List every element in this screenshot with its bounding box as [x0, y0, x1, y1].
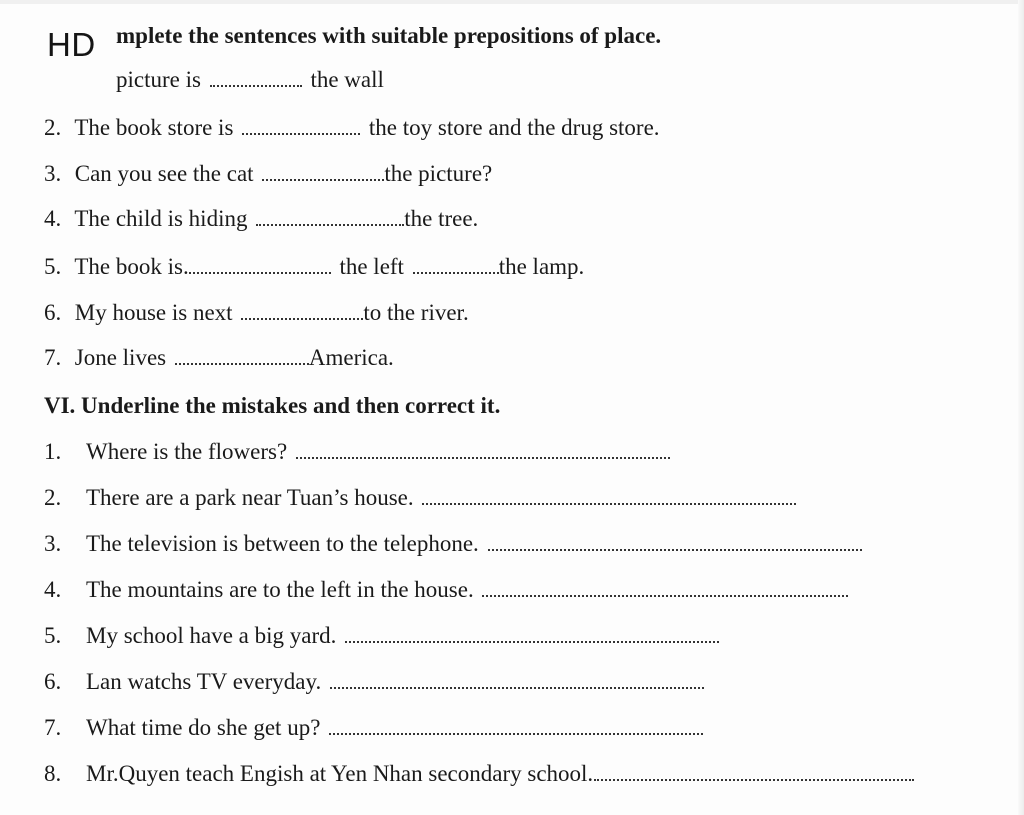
s6-item-3-number: 3.: [44, 531, 62, 556]
s6-item-5: [44, 622, 722, 650]
s6-item-2-number: 2.: [44, 485, 62, 510]
s6-item-6-text: Lan watchs TV everyday.: [86, 669, 322, 694]
s5-item-6-before: My house is next: [74, 300, 233, 325]
answer-blank[interactable]: [329, 715, 703, 735]
s6-item-4-number: 4.: [44, 577, 62, 602]
s6-item-2: [44, 484, 799, 512]
s6-item-1-number: 1.: [44, 439, 62, 464]
s6-item-5-number: 5.: [44, 623, 62, 648]
s6-item-4-text: The mountains are to the left in the house.: [86, 577, 474, 602]
s5-item-4-number: 4.: [44, 206, 62, 231]
section5-heading: [116, 22, 661, 50]
s6-item-5-text: My school have a big yard.: [86, 623, 337, 648]
s6-item-7-text: What time do she get up?: [86, 715, 321, 740]
s6-item-6-number: 6.: [44, 669, 62, 694]
s5-item-3-before: Can you see the cat: [74, 161, 254, 186]
answer-blank[interactable]: [422, 485, 796, 505]
s5-item-7-before: Jone lives: [74, 345, 167, 370]
s6-item-4: [44, 576, 851, 604]
page-top-edge: [0, 0, 1024, 4]
s5-item-6: [44, 299, 469, 327]
answer-blank[interactable]: [256, 206, 404, 226]
answer-blank[interactable]: [262, 161, 384, 181]
s6-item-3-text: The television is between to the telephone.: [86, 531, 479, 556]
cut-off-next-line: [44, 803, 86, 815]
answer-blank[interactable]: [242, 115, 360, 135]
section5-heading-text: mplete the sentences with suitable prepositions of place.: [116, 23, 662, 48]
section6-heading: [44, 392, 500, 420]
s5-item-2-before: The book store is: [74, 115, 234, 140]
s5-item-7: [44, 344, 394, 372]
s5-item-5-number: 5.: [44, 254, 62, 279]
s5-item-2: [44, 114, 660, 142]
s5-item-5-middle: the left: [339, 254, 404, 279]
s5-item-7-after: America.: [308, 345, 394, 370]
page-right-edge: [1018, 0, 1024, 815]
s5-item-3-after: the picture?: [384, 161, 493, 186]
answer-blank[interactable]: [594, 761, 914, 781]
s6-item-2-text: There are a park near Tuan’s house.: [86, 485, 414, 510]
answer-blank[interactable]: [241, 300, 363, 320]
s6-item-7-number: 7.: [44, 715, 62, 740]
answer-blank[interactable]: [482, 577, 848, 597]
s6-item-3: [44, 530, 865, 558]
s6-item-6: [44, 668, 707, 696]
s5-item-1-before: picture is: [116, 67, 201, 92]
obscured-area: [40, 66, 114, 92]
answer-blank[interactable]: [413, 254, 499, 274]
answer-blank[interactable]: [345, 623, 719, 643]
s5-item-2-number: 2.: [44, 115, 62, 140]
answer-blank[interactable]: [210, 67, 302, 87]
answer-blank[interactable]: [330, 669, 704, 689]
s5-item-4-before: The child is hiding: [74, 206, 248, 231]
s5-item-5: [44, 253, 584, 281]
s5-item-6-after: to the river.: [363, 300, 469, 325]
s6-item-1-text: Where is the flowers?: [86, 439, 288, 464]
answer-blank[interactable]: [488, 531, 862, 551]
s5-item-6-number: 6.: [44, 300, 62, 325]
s5-item-5-before: The book is.: [74, 254, 189, 279]
section6-heading-text: VI. Underline the mistakes and then correct it.: [44, 393, 501, 418]
answer-blank[interactable]: [296, 439, 670, 459]
answer-blank[interactable]: [175, 345, 309, 365]
s5-item-3-number: 3.: [44, 161, 62, 186]
s5-item-1-after: the wall: [310, 67, 384, 92]
s6-item-1: [44, 438, 673, 466]
hd-badge-label: HD: [47, 26, 96, 63]
s5-item-3: [44, 160, 492, 188]
s5-item-4-after: the tree.: [404, 206, 479, 231]
s5-item-5-after: the lamp.: [498, 254, 585, 279]
s6-item-8: [44, 760, 917, 788]
s5-item-1: [116, 66, 384, 94]
s5-item-7-number: 7.: [44, 345, 62, 370]
s5-item-2-after: the toy store and the drug store.: [368, 115, 660, 140]
s6-item-8-number: 8.: [44, 761, 62, 786]
s5-item-4: [44, 205, 478, 233]
hd-quality-badge: [44, 26, 99, 64]
answer-blank[interactable]: [189, 254, 331, 274]
s6-item-8-text: Mr.Quyen teach Engish at Yen Nhan secondary school.: [86, 761, 594, 786]
s6-item-7: [44, 714, 706, 742]
